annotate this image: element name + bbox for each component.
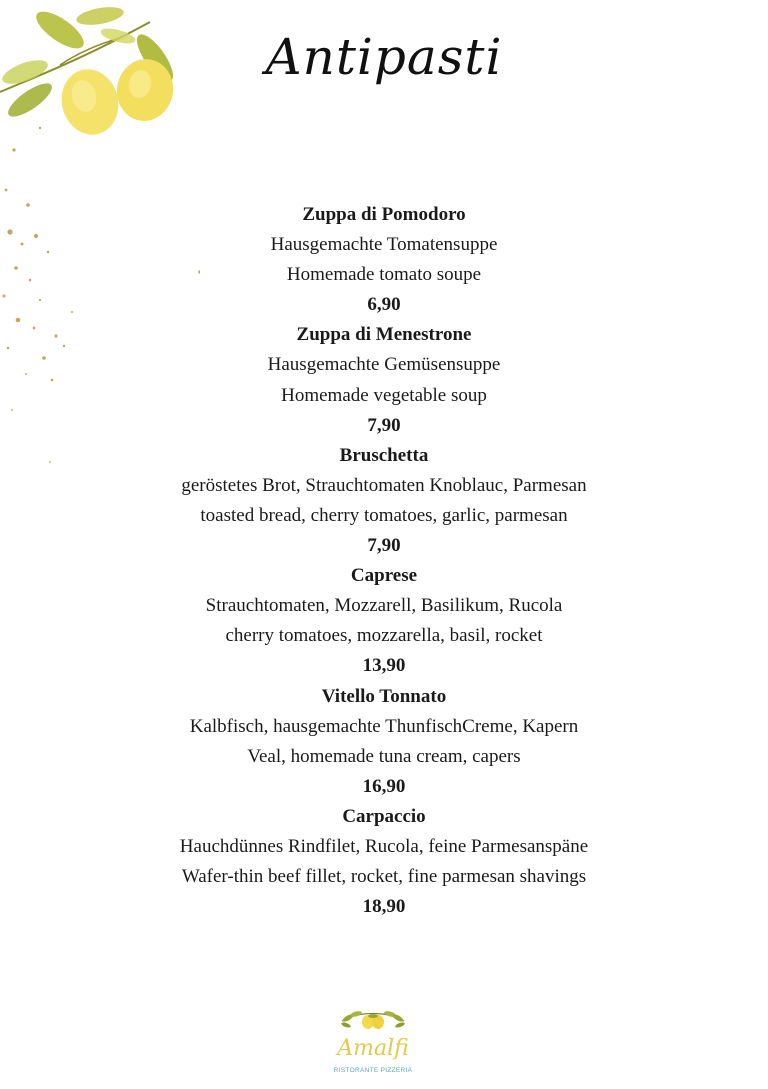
dish-price: 7,90 [367, 414, 401, 436]
dish-name: Zuppa di Pomodoro [302, 204, 466, 225]
menu-item [0, 320, 768, 440]
logo-name: Amalfi [337, 1036, 409, 1061]
dish-price: 7,90 [367, 535, 401, 557]
dish-price: 13,90 [362, 655, 406, 677]
menu-item [0, 802, 768, 922]
dish-description-en: Homemade vegetable soup [281, 384, 487, 406]
menu-item [0, 561, 768, 681]
dish-name: Bruschetta [339, 444, 429, 466]
dish-description-de: Hausgemachte Tomatensuppe [270, 234, 498, 256]
dish-description-en: toasted bread, cherry tomatoes, garlic, parmesan [200, 504, 568, 526]
dish-price: 18,90 [362, 896, 406, 918]
dish-description-en: Veal, homemade tuna cream, capers [247, 745, 521, 767]
menu-item [0, 200, 768, 320]
dish-description-de: Hausgemachte Gemüsensuppe [267, 354, 501, 376]
dish-price: 16,90 [362, 775, 406, 797]
dish-name: Vitello Tonnato [321, 685, 447, 707]
restaurant-logo [328, 1005, 418, 1085]
dish-price: 6,90 [367, 294, 401, 316]
dish-name: Carpaccio [342, 805, 426, 827]
dish-description-de: geröstetes Brot, Strauchtomaten Knoblauc, Parmesan [181, 474, 587, 496]
dish-name: Caprese [350, 565, 418, 587]
dish-description-en: cherry tomatoes, mozzarella, basil, rocket [225, 625, 543, 647]
menu-item [0, 441, 768, 561]
logo-subtitle: RISTORANTE PIZZERIA [333, 1067, 413, 1074]
dish-description-en: Wafer-thin beef fillet, rocket, fine parmesan shavings [181, 866, 587, 888]
dish-name: Zuppa di Menestrone [296, 324, 472, 346]
dish-description-de: Strauchtomaten, Mozzarell, Basilikum, Rucola [205, 595, 563, 617]
dish-description-de: Kalbfisch, hausgemachte ThunfischCreme, Kapern [189, 715, 579, 737]
lemon-wreath-icon [328, 1005, 418, 1037]
dish-description-en: Homemade tomato soupe [286, 264, 482, 286]
menu-item [0, 682, 768, 802]
menu-list [0, 200, 768, 922]
page-title: Antipasti [265, 28, 503, 86]
dish-description-de: Hauchdünnes Rindfilet, Rucola, feine Parmesanspäne [179, 835, 589, 857]
